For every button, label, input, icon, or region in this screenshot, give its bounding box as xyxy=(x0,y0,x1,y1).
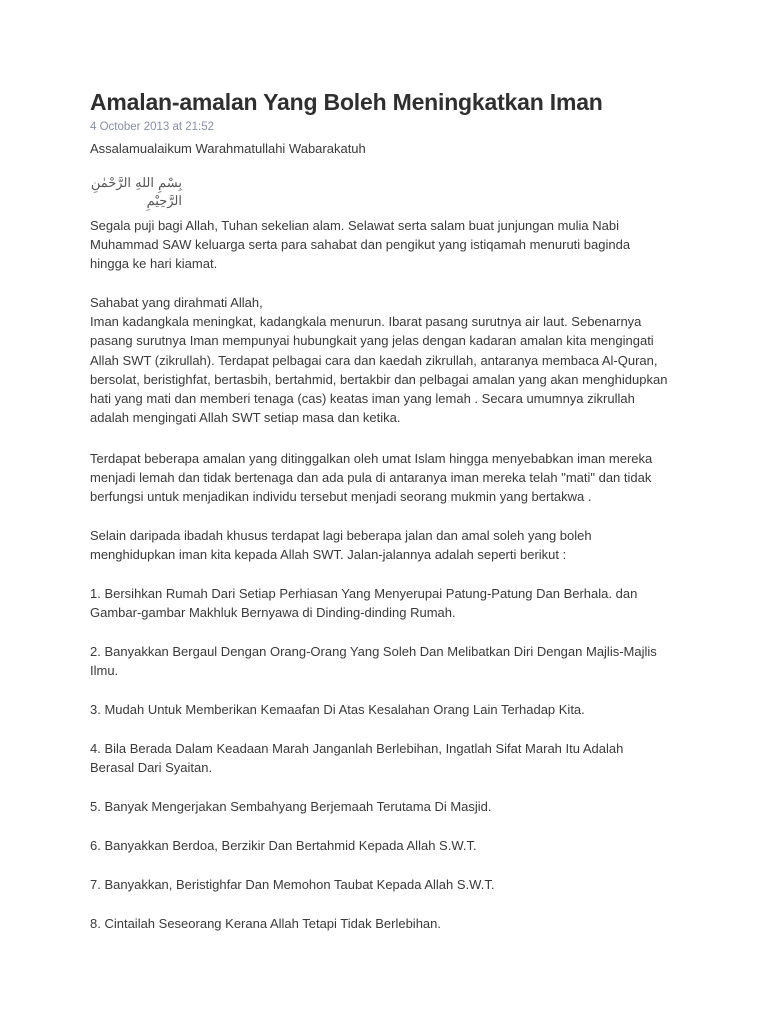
paragraph-iman: Sahabat yang dirahmati Allah, Iman kadangkala meningkat, kadangkala menurun. Ibarat pasang surutnya air laut. Sebenarnya pasang surutnya Iman mempunyai hubungkait yang jelas dengan kadaran amalan kita mengingati Allah SWT (zikrullah). Terdapat pelbagai cara dan kaedah zikrullah, antaranya membaca Al-Quran, bersolat, beristighfat, bertasbih, bertahmid, bertakbir dan pelbagai amalan yang akan menghidupkan hati yang mati dan memberi tenaga (cas) keatas iman yang lemah . Secara umumnya zikrullah adalah mengingati Allah SWT setiap masa dan ketika. xyxy=(90,295,668,426)
list-item: 4. Bila Berada Dalam Keadaan Marah Janganlah Berlebihan, Ingatlah Sifat Marah Itu Adalah Berasal Dari Syaitan. xyxy=(90,741,624,776)
article-date: 4 October 2013 at 21:52 xyxy=(90,121,215,133)
paragraph-intro: Segala puji bagi Allah, Tuhan sekelian alam. Selawat serta salam buat junjungan mulia Nabi Muhammad SAW keluarga serta para sahabat dan pengikut yang istiqamah menuruti baginda hingga ke hari kiamat. xyxy=(90,218,631,272)
paragraph-list-intro: Selain daripada ibadah khusus terdapat lagi beberapa jalan dan amal soleh yang boleh menghidupkan iman kita kepada Allah SWT. Jalan-jalannya adalah seperti berikut : xyxy=(90,528,592,563)
list-item: 7. Banyakkan, Beristighfar Dan Memohon Taubat Kepada Allah S.W.T. xyxy=(90,877,495,892)
greeting-line: Assalamualaikum Warahmatullahi Wabarakatuh xyxy=(90,141,366,156)
list-item: 3. Mudah Untuk Memberikan Kemaafan Di Atas Kesalahan Orang Lain Terhadap Kita. xyxy=(90,702,585,717)
article-title: Amalan-amalan Yang Boleh Meningkatkan Iman xyxy=(90,89,603,115)
list-item: 2. Banyakkan Bergaul Dengan Orang-Orang Yang Soleh Dan Melibatkan Diri Dengan Majlis-Majlis Ilmu. xyxy=(90,644,657,679)
basmalah-arabic: بِسْمِ اللهِ الرَّحْمٰنِ الرَّحِيْمِ xyxy=(90,176,182,209)
list-item: 8. Cintailah Seseorang Kerana Allah Tetapi Tidak Berlebihan. xyxy=(90,916,441,931)
list-item: 5. Banyak Mengerjakan Sembahyang Berjemaah Terutama Di Masjid. xyxy=(90,799,492,814)
list-item: 6. Banyakkan Berdoa, Berzikir Dan Bertahmid Kepada Allah S.W.T. xyxy=(90,838,477,853)
article-header xyxy=(90,88,603,211)
list-item: 1. Bersihkan Rumah Dari Setiap Perhiasan Yang Menyerupai Patung-Patung Dan Berhala. dan Gambar-gambar Makhluk Bernyawa di Dinding-dinding Rumah. xyxy=(90,586,638,621)
paragraph-weak-iman: Terdapat beberapa amalan yang ditinggalkan oleh umat Islam hingga menyebabkan iman mereka menjadi lemah dan tidak bertenaga dan ada pula di antaranya iman mereka telah "mati" dan tidak berfungsi untuk menjadikan individu tersebut menjadi seorang mukmin yang bertakwa . xyxy=(90,451,653,505)
